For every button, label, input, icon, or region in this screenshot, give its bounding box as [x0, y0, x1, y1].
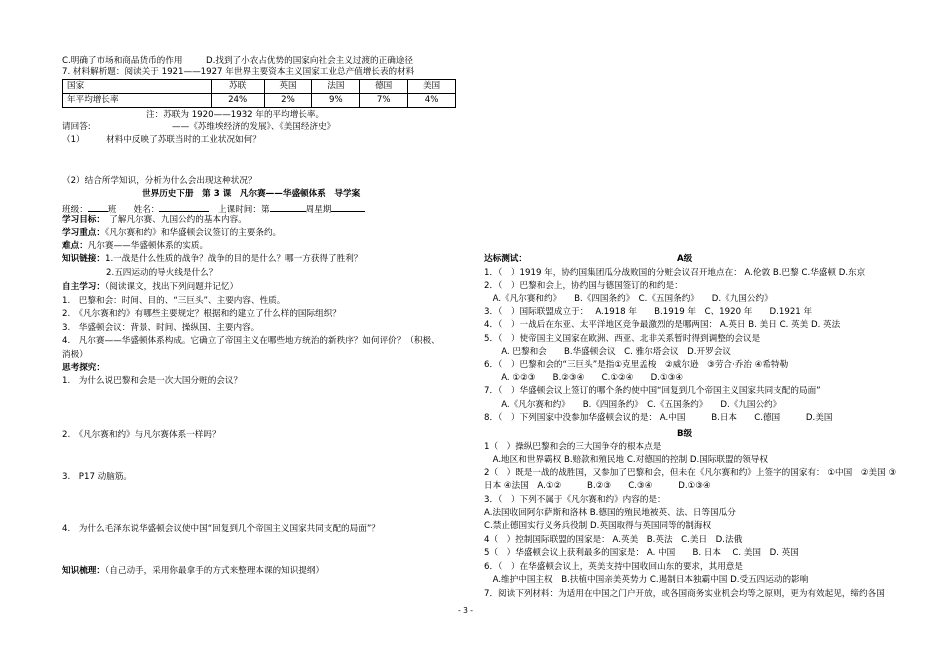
lesson-title: 世界历史下册 第 3 课 凡尔赛——华盛顿体系 导学案	[142, 189, 361, 199]
table-cell: 9%	[312, 94, 360, 108]
table-cell: 7%	[360, 94, 408, 108]
self-item: 2. 《凡尔赛和约》有哪些主要规定？根据和约建立了什么样的国际组织？	[62, 309, 341, 319]
think-label: 思考探究：	[62, 363, 105, 373]
b-question: 4（ ）控制国际联盟的国家是： A.英美 B.英法 C.美日 D.法俄	[484, 535, 743, 545]
level-a-heading: A级	[677, 254, 693, 264]
table-cell: 24%	[211, 94, 264, 108]
question-1: （1） 材料中反映了苏联当时的工业状况如何？	[62, 135, 261, 145]
knowledge-link	[62, 254, 362, 265]
a-question: 1．（ ）1919 年，协约国集团瓜分战败国的分赃会议召开地点在： A.伦敦 B.巴黎 C.华盛顿 D.东京	[484, 268, 866, 278]
table-header: 法国	[312, 80, 360, 94]
table-header: 美国	[408, 80, 456, 94]
name-label: 姓名：	[133, 205, 160, 215]
self-study	[62, 282, 238, 293]
key-label: 学习重点：	[62, 228, 105, 238]
b-question: 5（ ）华盛顿会议上获利最多的国家是： A. 中国 B. 日本 C. 美国 D. 英国	[484, 548, 799, 558]
link-label: 知识链接：	[62, 254, 105, 264]
self-intro: （阅读课文，找出下列问题并记忆）	[104, 282, 239, 292]
option-c: C.明确了市场和商品货币的作用	[62, 56, 183, 66]
summary-text: （自己动手，采用你最拿手的方式来整理本课的知识提纲）	[104, 566, 325, 576]
key-text: 《凡尔赛和约》和华盛顿会议签订的主要条约。	[104, 228, 282, 238]
ban-label: 班	[107, 205, 117, 215]
a-question: A. ①②③ B.②③④ C.①②④ D.①③④	[484, 373, 684, 383]
table-header: 德国	[360, 80, 408, 94]
b-question: 3．（ ）下列不属于《凡尔赛和约》内容的是：	[484, 495, 666, 505]
b-question: 日本 ④法国 A.①② B.②③ C.③④ D.①③④	[484, 481, 711, 491]
table-cell: 年平均增长率	[63, 94, 212, 108]
table-header: 国家	[63, 80, 212, 94]
b-question: 1（ ）操纵巴黎和会的三大国争夺的根本点是	[484, 442, 662, 452]
table-note: 注：苏联为 1920——1932 年的平均增长率。	[146, 110, 325, 120]
a-question: 5．（ ）使帝国主义国家在欧洲、西亚、北非关系暂时得到调整的会议是	[484, 334, 761, 344]
growth-table	[62, 79, 456, 108]
learning-key	[62, 228, 281, 239]
b-question: A.维护中国主权 B.扶植中国亲美英势力 C.遏制日本独霸中国 D.受五四运动的影响	[484, 575, 809, 585]
day-blank[interactable]	[331, 202, 365, 212]
goal-label: 学习目标：	[62, 215, 101, 225]
hard-text: 凡尔赛——华盛顿体系的实质。	[87, 241, 209, 251]
summary-label: 知识梳理：	[62, 566, 105, 576]
link-item-1: 1.一战是什么性质的战争？战争的目的是什么？哪一方获得了胜利？	[104, 254, 363, 264]
b-question: 6．（ ）在华盛顿会议上，英美支持中国收回山东的要求，其用意是	[484, 562, 743, 572]
table-cell: 4%	[408, 94, 456, 108]
test-label: 达标测试：	[484, 254, 527, 264]
a-question: A.《凡尔赛和约》 B.《四国条约》 C.《五国条约》 D.《九国公约》	[484, 400, 782, 410]
self-item: 消极）	[62, 350, 88, 360]
week-label: 周星期	[305, 205, 332, 215]
name-blank[interactable]	[159, 202, 209, 212]
a-question: 8．（ ）下列国家中没参加华盛顿会议的是： A.中国 B.日本 C.德国 D.美国	[484, 413, 833, 423]
think-item: 3. P17 动脑筋。	[62, 472, 133, 482]
a-question: 7．（ ）华盛顿会议上签订的哪个条约使中国“回复到几个帝国主义国家共同支配的局面”	[484, 386, 821, 396]
a-question: 3．（ ）国际联盟成立于： A.1918 年 B.1919 年 C、1920 年 D.1921 年	[484, 307, 813, 317]
table-cell: 2%	[264, 94, 312, 108]
b-question: C.禁止德国实行义务兵役制 D.英国取得与英国同等的制海权	[484, 521, 712, 531]
a-question: A. 巴黎和会 B.华盛顿会议 C. 雅尔塔会议 D.开罗会议	[484, 347, 731, 357]
self-item: 4. 凡尔赛——华盛顿体系构成。它确立了帝国主义在哪些地方统治的新秩序？如何评价？（积极、	[62, 336, 440, 346]
self-item: 1. 巴黎和会：时间、目的、“三巨头”、主要内容、性质。	[62, 296, 286, 306]
material-source: ——《苏维埃经济的发展》、《美国经济史》	[172, 122, 336, 132]
a-question: 6．（ ）巴黎和会的“三巨头”是指①克里孟梭 ②威尔逊 ③劳合·乔治 ④希特勒	[484, 360, 789, 370]
table-header-row	[63, 80, 456, 94]
knowledge-summary	[62, 566, 324, 577]
week-blank[interactable]	[270, 202, 306, 212]
b-question: 7．阅读下列材料：为适用在中国之门户开放，或各国商务实业机会均等之原则，更为有效起见，缔约各国	[484, 589, 885, 599]
learning-goal	[62, 215, 247, 226]
a-question: 4．（ ）一战后在东亚、太平洋地区竞争最激烈的是哪两国： A.英日 B. 美日 C. 英美 D. 英法	[484, 320, 841, 330]
table-header: 苏联	[211, 80, 264, 94]
time-label: 上课时间：第	[218, 205, 270, 215]
a-question: 2．（ ）巴黎和会上，协约国与德国签订的和约是：	[484, 281, 683, 291]
q7-title: 7. 材料解析题：阅读关于 1921——1927 年世界主要资本主义国家工业总产值增长表的材料	[62, 67, 415, 77]
hard-label: 难点：	[62, 241, 88, 251]
think-item: 1. 为什么说巴黎和会是一次大国分赃的会议？	[62, 376, 243, 386]
self-item: 3. 华盛顿会议：背景、时间、操纵国、主要内容。	[62, 323, 260, 333]
class-blank[interactable]	[88, 202, 108, 212]
ask-label: 请回答:	[62, 122, 91, 132]
think-item: 2. 《凡尔赛和约》与凡尔赛体系一样吗？	[62, 430, 221, 440]
goal-text: 了解凡尔赛、九国公约的基本内容。	[109, 215, 247, 225]
b-question: A.法国收回阿尔萨斯和洛林 B.德国的殖民地被英、法、日等国瓜分	[484, 508, 736, 518]
b-question: A.地区和世界霸权 B.赔款和殖民地 C.对德国的控制 D.国际联盟的领导权	[484, 455, 768, 465]
page-number: - 3 -	[458, 606, 473, 615]
class-label: 班级：	[62, 205, 88, 215]
level-b-heading: B级	[677, 429, 693, 439]
think-item: 4. 为什么毛泽东说华盛顿会议使中国“回复到几个帝国主义国家共同支配的局面”？	[62, 524, 380, 534]
option-d: D.找到了小农占优势的国家向社会主义过渡的正确途径	[206, 56, 414, 66]
class-info-line	[62, 202, 365, 216]
table-row	[63, 94, 456, 108]
b-question: 2（ ）既是一战的战胜国，又参加了巴黎和会，但未在《凡尔赛和约》上签字的国家有： ①中国 ②美国 ③	[484, 468, 897, 478]
self-label: 自主学习：	[62, 282, 105, 292]
link-item-2: 2.五四运动的导火线是什么？	[106, 268, 218, 278]
a-question: A.《凡尔赛和约》 B.《四国条约》 C.《五国条约》 D.《九国公约》	[484, 294, 773, 304]
difficulty	[62, 241, 208, 252]
table-header: 英国	[264, 80, 312, 94]
question-2: （2）结合所学知识，分析为什么会出现这种状况？	[62, 176, 257, 186]
